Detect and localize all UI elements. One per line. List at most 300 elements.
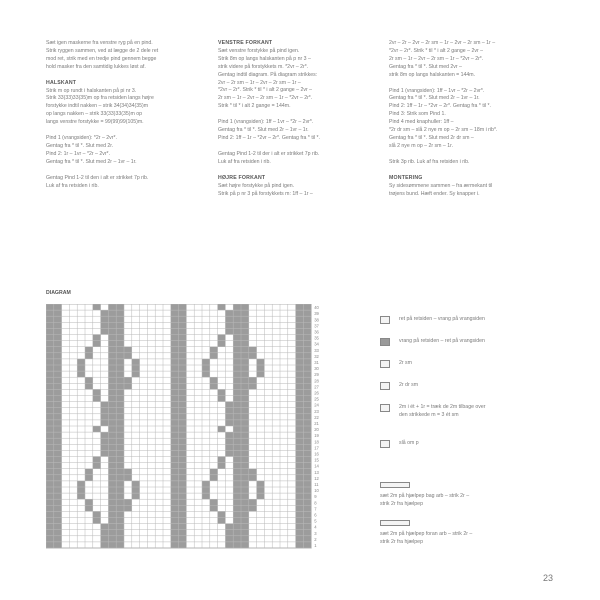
chart-cell-purl (179, 328, 187, 334)
chart-cell-purl (296, 524, 304, 530)
chart-cell-purl (179, 426, 187, 432)
chart-cell-purl (116, 481, 124, 487)
chart-cell-purl (132, 487, 140, 493)
chart-cell-purl (202, 487, 210, 493)
legend-text: slå om p (399, 440, 419, 446)
chart-cell-purl (85, 347, 93, 353)
chart-cell-purl (116, 444, 124, 450)
chart-cell-purl (171, 408, 179, 414)
chart-cell-purl (179, 420, 187, 426)
chart-cell-purl (54, 347, 62, 353)
chart-cell-purl (241, 475, 249, 481)
chart-cell-purl (296, 505, 304, 511)
chart-cell-purl (303, 432, 311, 438)
chart-row-number: 32 (314, 353, 319, 359)
chart-cell-purl (108, 542, 116, 548)
chart-cell-purl (93, 396, 101, 402)
chart-cell-purl (179, 389, 187, 395)
chart-cell-purl (303, 499, 311, 505)
chart-cell-purl (241, 420, 249, 426)
chart-cell-purl (179, 310, 187, 316)
chart-cell-purl (179, 536, 187, 542)
chart-row-number: 9 (314, 494, 317, 500)
chart-cell-purl (303, 536, 311, 542)
chart-cell-purl (179, 341, 187, 347)
halskant-finish-paragraph (46, 175, 206, 191)
legend-text: 2m i ét + 1r = træk de 2m tilbage over (399, 404, 486, 410)
text-line: Sæt igen maskerne fra venstre ryg på en pind. (46, 40, 153, 46)
chart-cell-purl (249, 499, 257, 505)
text-line: Pind 2: 1r – 1vr – *2r – 2vr*. (46, 150, 111, 157)
chart-cell-purl (225, 414, 233, 420)
text-column-middle (218, 40, 378, 198)
chart-cell-purl (54, 426, 62, 432)
chart-cell-purl (116, 450, 124, 456)
text-line: Gentag Pind 1-2 til den i alt er strikket 7p rib. (46, 174, 149, 181)
chart-cell-purl (46, 310, 54, 316)
chart-cell-purl (241, 335, 249, 341)
chart-cell-purl (296, 463, 304, 469)
chart-cell-purl (46, 322, 54, 328)
chart-cell-purl (218, 389, 226, 395)
chart-cell-purl (46, 377, 54, 383)
chart-cell-purl (241, 487, 249, 493)
text-line: Gentag fra * til *. Slut med 2r. (46, 142, 114, 149)
chart-cell-purl (303, 457, 311, 463)
chart-cell-purl (225, 530, 233, 536)
text-line: Strik ryggen sammen, ved at lægge de 2 dele ret (46, 47, 159, 54)
chart-cell-purl (101, 432, 109, 438)
chart-cell-purl (241, 499, 249, 505)
text-line: Gentag fra * til *. Slut med 2r – 1vr – 1r. (46, 158, 137, 165)
empty-square-icon (380, 316, 390, 324)
chart-cell-purl (296, 414, 304, 420)
chart-cell-purl (296, 481, 304, 487)
chart-cell-purl (116, 463, 124, 469)
chart-row-number: 33 (314, 347, 319, 353)
chart-cell-purl (132, 481, 140, 487)
chart-cell-purl (108, 371, 116, 377)
chart-cell-purl (296, 335, 304, 341)
chart-cell-purl (257, 487, 265, 493)
chart-cell-purl (116, 389, 124, 395)
chart-cell-purl (93, 335, 101, 341)
chart-cell-purl (179, 377, 187, 383)
chart-cell-purl (303, 328, 311, 334)
chart-cell-purl (233, 341, 241, 347)
chart-cell-purl (171, 432, 179, 438)
chart-cell-purl (179, 475, 187, 481)
chart-cell-purl (171, 511, 179, 517)
chart-cell-purl (241, 353, 249, 359)
chart-row-number: 10 (314, 488, 319, 494)
chart-cell-purl (116, 347, 124, 353)
chart-cell-purl (257, 359, 265, 365)
text-line: Pind 1 (vrangsiden): 1ff – 1vr – *2r – 2vr*. (389, 87, 485, 94)
chart-cell-purl (46, 383, 54, 389)
chart-cell-purl (241, 542, 249, 548)
chart-cell-purl (303, 450, 311, 456)
chart-cell-purl (46, 389, 54, 395)
text-line: Pind 2: 1ff – 1r – *2vr – 2r*. Gentag fra * til *. (218, 134, 320, 141)
chart-cell-purl (249, 353, 257, 359)
chart-row-number: 38 (314, 317, 319, 323)
chart-cell-purl (241, 402, 249, 408)
chart-cell-purl (116, 402, 124, 408)
chart-cell-purl (46, 420, 54, 426)
chart-cell-purl (296, 487, 304, 493)
chart-cell-purl (241, 341, 249, 347)
chart-cell-purl (241, 408, 249, 414)
chart-cell-purl (108, 475, 116, 481)
chart-cell-purl (179, 383, 187, 389)
chart-cell-purl (46, 518, 54, 524)
chart-cell-purl (233, 335, 241, 341)
chart-cell-purl (54, 481, 62, 487)
chart-cell-purl (241, 304, 249, 310)
chart-cell-purl (210, 505, 218, 511)
chart-cell-purl (116, 328, 124, 334)
chart-cell-purl (108, 438, 116, 444)
chart-cell-purl (77, 481, 85, 487)
chart-row-number: 24 (314, 402, 319, 408)
chart-cell-purl (116, 475, 124, 481)
chart-cell-purl (108, 487, 116, 493)
chart-cell-purl (116, 304, 124, 310)
text-line: strik videre på forstykkets m. *2vr – 2r*. (218, 63, 309, 70)
chart-cell-purl (171, 499, 179, 505)
chart-cell-purl (296, 457, 304, 463)
text-line: Gentag fra * til *. Slut med 2vr – (389, 63, 462, 70)
chart-cell-purl (179, 530, 187, 536)
chart-row-number: 35 (314, 335, 319, 341)
chart-cell-purl (93, 511, 101, 517)
hojre-forkant-paragraph (218, 183, 378, 199)
chart-cell-purl (296, 316, 304, 322)
chart-cell-purl (296, 542, 304, 548)
chart-cell-purl (179, 371, 187, 377)
chart-cell-purl (296, 438, 304, 444)
chart-cell-purl (54, 450, 62, 456)
text-column-left (46, 40, 206, 191)
chart-cell-purl (241, 396, 249, 402)
chart-cell-purl (296, 365, 304, 371)
chart-cell-purl (54, 408, 62, 414)
chart-cell-purl (303, 359, 311, 365)
chart-cell-purl (179, 402, 187, 408)
chart-cell-purl (303, 524, 311, 530)
chart-cell-purl (296, 444, 304, 450)
chart-cell-purl (101, 408, 109, 414)
chart-cell-purl (46, 505, 54, 511)
chart-cell-purl (46, 347, 54, 353)
chart-cell-purl (210, 499, 218, 505)
chart-cell-purl (179, 304, 187, 310)
chart-cell-purl (225, 444, 233, 450)
chart-cell-purl (116, 518, 124, 524)
text-line: Strik m op rundt i halskanten på pi nr 3. (46, 87, 137, 94)
hojre-forkant-cont-paragraph (389, 40, 559, 80)
chart-cell-purl (233, 420, 241, 426)
chart-cell-purl (46, 335, 54, 341)
text-line: 2r sm – 1r – 2vr – 2r sm – 1r – *2vr – 2r*. (389, 55, 484, 62)
chart-cell-purl (171, 414, 179, 420)
chart-cell-purl (54, 383, 62, 389)
chart-cell-purl (108, 304, 116, 310)
chart-cell-purl (108, 450, 116, 456)
chart-cell-purl (303, 322, 311, 328)
chart-cell-purl (116, 487, 124, 493)
chart-cell-purl (46, 450, 54, 456)
chart-cell-purl (257, 493, 265, 499)
chart-cell-purl (108, 341, 116, 347)
chart-cell-purl (108, 463, 116, 469)
text-line: *2vr – 2r*. Strik * til * i alt 2 gange – 2vr – (389, 47, 483, 54)
chart-cell-purl (218, 396, 226, 402)
chart-cell-purl (303, 438, 311, 444)
chart-cell-purl (249, 505, 257, 511)
chart-cell-purl (101, 414, 109, 420)
chart-cell-purl (296, 511, 304, 517)
chart-cell-purl (171, 353, 179, 359)
chart-cell-purl (171, 463, 179, 469)
chart-cell-purl (171, 530, 179, 536)
chart-cell-purl (101, 530, 109, 536)
chart-cell-purl (46, 481, 54, 487)
montering-paragraph (389, 183, 559, 199)
chart-cell-purl (179, 481, 187, 487)
text-line: slå 2 nye m op – 2r sm – 1r. (389, 142, 454, 149)
chart-cell-purl (171, 322, 179, 328)
chart-cell-purl (101, 310, 109, 316)
text-line: 2vr – 2r sm – 1r – 2vr – 2r sm – 1r – (218, 79, 301, 86)
chart-cell-purl (296, 322, 304, 328)
chart-cell-purl (85, 377, 93, 383)
chart-cell-purl (210, 469, 218, 475)
chart-cell-purl (179, 322, 187, 328)
text-line: mod ret, strik med en tredje pind gennem begge (46, 55, 157, 62)
text-line: Pind 3: Strik som Pind 1. (389, 111, 446, 118)
chart-cell-purl (303, 365, 311, 371)
legend-text: sæt 2m på hjælpep foran arb – strik 2r – (380, 531, 473, 537)
chart-cell-purl (116, 420, 124, 426)
chart-cell-purl (303, 444, 311, 450)
chart-cell-purl (225, 316, 233, 322)
chart-cell-purl (116, 414, 124, 420)
text-line: Luk af fra retsiden i rib. (218, 158, 271, 165)
chart-cell-purl (241, 316, 249, 322)
chart-cell-purl (171, 328, 179, 334)
chart-cell-purl (46, 396, 54, 402)
chart-cell-purl (171, 389, 179, 395)
chart-cell-purl (132, 493, 140, 499)
legend-text: sæt 2m på hjælpep bag arb – strik 2r – (380, 493, 470, 499)
chart-cell-purl (108, 536, 116, 542)
chart-cell-purl (179, 438, 187, 444)
chart-row-number: 31 (314, 360, 319, 365)
chart-cell-purl (46, 341, 54, 347)
chart-cell-purl (171, 341, 179, 347)
chart-cell-purl (46, 493, 54, 499)
chart-cell-purl (303, 511, 311, 517)
increase-symbol-icon (380, 404, 390, 412)
chart-cell-purl (116, 457, 124, 463)
chart-cell-purl (171, 518, 179, 524)
text-line: *2r dr sm – slå 2 nye m op – 2r sm – 18m i rib*. (389, 127, 498, 134)
chart-cell-purl (108, 316, 116, 322)
chart-cell-purl (171, 524, 179, 530)
chart-cell-purl (108, 499, 116, 505)
chart-cell-purl (179, 347, 187, 353)
chart-cell-purl (54, 438, 62, 444)
chart-cell-purl (101, 328, 109, 334)
chart-cell-purl (171, 450, 179, 456)
legend-text: ret på retsiden – vrang på vrangsiden (399, 316, 485, 322)
chart-cell-purl (46, 328, 54, 334)
chart-cell-purl (303, 353, 311, 359)
chart-cell-purl (241, 389, 249, 395)
chart-cell-purl (132, 359, 140, 365)
chart-cell-purl (116, 371, 124, 377)
chart-cell-purl (233, 444, 241, 450)
chart-cell-purl (54, 335, 62, 341)
chart-cell-purl (241, 414, 249, 420)
text-line: Sæt højre forstykke på pind igen. (218, 182, 295, 189)
text-line: Gentag indtil diagram. På diagram strikkes: (218, 71, 318, 78)
chart-cell-purl (116, 377, 124, 383)
chart-cell-purl (108, 530, 116, 536)
chart-cell-purl (233, 499, 241, 505)
chart-cell-purl (116, 432, 124, 438)
chart-cell-purl (179, 450, 187, 456)
text-line: op langs nakken – strik 33(33)33(35)m op (46, 111, 143, 118)
chart-cell-purl (241, 365, 249, 371)
chart-cell-purl (54, 542, 62, 548)
chart-cell-purl (171, 383, 179, 389)
chart-cell-purl (93, 426, 101, 432)
chart-cell-purl (179, 365, 187, 371)
chart-row-number: 21 (314, 421, 319, 426)
chart-row-number: 7 (314, 506, 317, 512)
text-line: Strik på p nr 3 på forstykkets m: 1ff – 1r – (218, 190, 313, 197)
chart-cell-purl (218, 457, 226, 463)
chart-cell-purl (108, 377, 116, 383)
chart-cell-purl (241, 432, 249, 438)
chart-cell-purl (233, 365, 241, 371)
chart-row-number: 11 (314, 482, 319, 487)
chart-cell-purl (108, 353, 116, 359)
chart-cell-purl (171, 475, 179, 481)
chart-cell-purl (296, 426, 304, 432)
chart-cell-purl (46, 475, 54, 481)
chart-cell-purl (179, 457, 187, 463)
dark-square-icon (380, 338, 390, 346)
chart-cell-purl (233, 450, 241, 456)
text-line: *2vr – 2r*. Strik * til * i alt 2 gange – 2vr – (218, 87, 312, 94)
chart-cell-purl (108, 328, 116, 334)
chart-cell-purl (249, 469, 257, 475)
chart-cell-purl (179, 505, 187, 511)
chart-cell-purl (296, 383, 304, 389)
chart-cell-purl (233, 505, 241, 511)
chart-cell-purl (116, 493, 124, 499)
chart-cell-purl (303, 530, 311, 536)
chart-cell-purl (54, 316, 62, 322)
chart-cell-purl (101, 438, 109, 444)
chart-cell-purl (210, 475, 218, 481)
chart-cell-purl (46, 402, 54, 408)
heading-venstre-forkant: VENSTRE FORKANT (218, 40, 273, 46)
text-line: Pind 4 med knaphuller: 1ff – (389, 119, 454, 126)
chart-cell-purl (85, 353, 93, 359)
chart-cell-purl (233, 530, 241, 536)
chart-row-number: 15 (314, 457, 319, 463)
chart-cell-purl (218, 341, 226, 347)
chart-cell-purl (116, 359, 124, 365)
chart-cell-purl (296, 536, 304, 542)
chart-cell-purl (303, 383, 311, 389)
chart-cell-purl (303, 414, 311, 420)
chart-cell-purl (225, 542, 233, 548)
chart-cell-purl (101, 450, 109, 456)
chart-cell-purl (233, 377, 241, 383)
chart-cell-purl (54, 377, 62, 383)
chart-cell-purl (249, 383, 257, 389)
chart-cell-purl (116, 505, 124, 511)
chart-cell-purl (46, 304, 54, 310)
chart-cell-purl (116, 530, 124, 536)
chart-cell-purl (179, 463, 187, 469)
chart-cell-purl (108, 426, 116, 432)
chart-cell-purl (101, 542, 109, 548)
chart-cell-purl (108, 524, 116, 530)
chart-row-number: 22 (314, 414, 319, 420)
chart-cell-purl (296, 304, 304, 310)
chart-cell-purl (210, 383, 218, 389)
chart-cell-purl (303, 371, 311, 377)
chart-cell-purl (171, 536, 179, 542)
chart-cell-purl (179, 518, 187, 524)
chart-cell-purl (249, 347, 257, 353)
chart-cell-purl (296, 493, 304, 499)
chart-cell-purl (108, 402, 116, 408)
chart-cell-purl (233, 463, 241, 469)
chart-cell-purl (108, 518, 116, 524)
chart-cell-purl (124, 347, 132, 353)
chart-cell-purl (179, 316, 187, 322)
chart-cell-purl (54, 524, 62, 530)
chart-cell-purl (241, 450, 249, 456)
chart-cell-purl (85, 475, 93, 481)
chart-cell-purl (124, 377, 132, 383)
chart-cell-purl (108, 389, 116, 395)
chart-cell-purl (116, 365, 124, 371)
chart-cell-purl (303, 377, 311, 383)
chart-row-number: 1 (314, 543, 317, 548)
chart-cell-purl (124, 475, 132, 481)
chart-cell-purl (116, 396, 124, 402)
chart-cell-purl (225, 536, 233, 542)
chart-cell-purl (303, 402, 311, 408)
chart-row-number: 19 (314, 433, 319, 439)
chart-cell-purl (108, 396, 116, 402)
chart-cell-purl (225, 450, 233, 456)
chart-cell-purl (171, 426, 179, 432)
chart-cell-purl (218, 304, 226, 310)
chart-cell-purl (46, 353, 54, 359)
chart-cell-purl (233, 371, 241, 377)
chart-cell-purl (179, 487, 187, 493)
